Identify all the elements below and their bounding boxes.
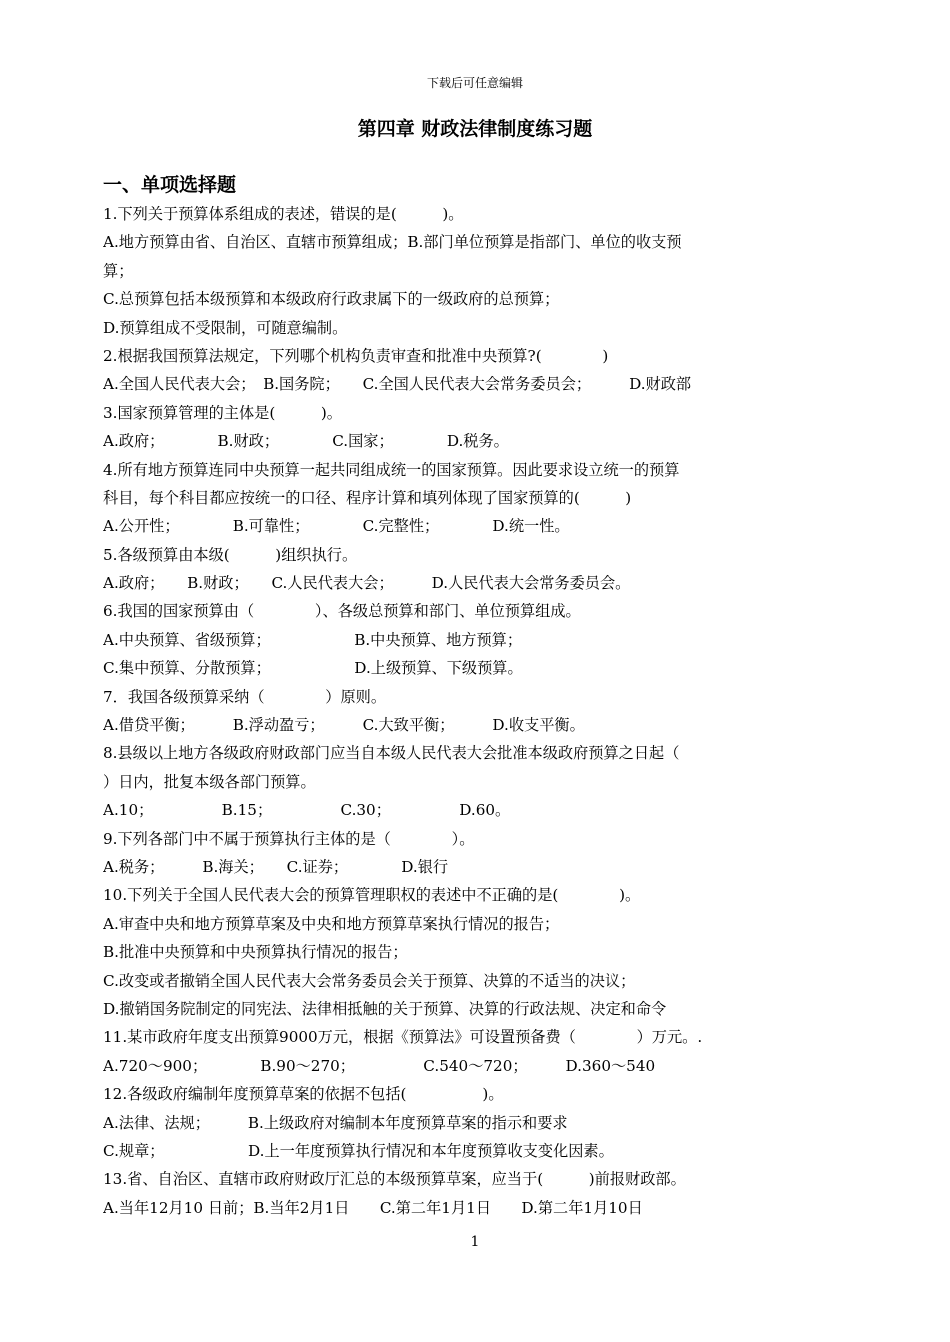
text-line: 8.县级以上地方各级政府财政部门应当自本级人民代表大会批准本级政府预算之日起（ [103,744,680,763]
text-line: 13.省、自治区、直辖市政府财政厅汇总的本级预算草案，应当于( )前报财政部。 [103,1170,686,1189]
text-line: 算； [103,261,134,280]
page-number: 1 [470,1234,480,1250]
text-line: A.10； B.15； C.30； D.60。 [103,801,511,820]
text-line: ）日内，批复本级各部门预算。 [103,772,316,791]
text-line: 4.所有地方预算连同中央预算一起共同组成统一的国家预算。因此要求设立统一的预算 [103,460,680,479]
text-line: C.改变或者撤销全国人民代表大会常务委员会关于预算、决算的不适当的决议； [103,971,636,990]
text-line: D.撤销国务院制定的同宪法、法律相抵触的关于预算、决算的行政法规、决定和命令 [103,999,667,1018]
text-line: 3.国家预算管理的主体是( )。 [103,403,342,422]
text-line: C.总预算包括本级预算和本级政府行政隶属下的一级政府的总预算； [103,290,560,309]
text-line: A.借贷平衡； B.浮动盈亏； C.大致平衡； D.收支平衡。 [103,716,585,735]
text-line: A.政府； B.财政； C.国家； D.税务。 [103,432,509,451]
text-line: 9.下列各部门中不属于预算执行主体的是（ ）。 [103,829,475,848]
text-line: 2.根据我国预算法规定，下列哪个机构负责审查和批准中央预算?( ) [103,346,609,365]
text-line: C.集中预算、分散预算； D.上级预算、下级预算。 [103,659,523,678]
text-line: A.720～900； B.90～270； C.540～720； D.360～540 [103,1056,656,1075]
text-line: B.批准中央预算和中央预算执行情况的报告； [103,943,408,962]
document-title: 第四章 财政法律制度练习题 [357,118,593,140]
text-line: D.预算组成不受限制，可随意编制。 [103,318,348,337]
question-list [103,200,851,1222]
text-line: A.当年12月10 日前；B.当年2月1日 C.第二年1月1日 D.第二年1月10日 [103,1198,643,1217]
text-line: 7．我国各级预算采纳（ ）原则。 [103,687,387,706]
text-line: 科目，每个科目都应按统一的口径、程序计算和填列体现了国家预算的( ) [103,488,632,507]
text-line: A.全国人民代表大会； B.国务院； C.全国人民代表大会常务委员会； D.财政部 [103,375,692,394]
text-line: A.公开性； B.可靠性； C.完整性； D.统一性。 [103,517,570,536]
text-line: A.审查中央和地方预算草案及中央和地方预算草案执行情况的报告； [103,914,560,933]
text-line: C.规章； D.上一年度预算执行情况和本年度预算收支变化因素。 [103,1141,614,1160]
section-heading: 一、单项选择题 [103,174,237,196]
text-line: A.中央预算、省级预算； B.中央预算、地方预算； [103,630,523,649]
text-line: A.法律、法规； B.上级政府对编制本年度预算草案的指示和要求 [103,1113,568,1132]
text-line: 12.各级政府编制年度预算草案的依据不包括( )。 [103,1085,504,1104]
text-line: 6.我国的国家预算由（ ）、各级总预算和部门、单位预算组成。 [103,602,581,621]
text-line: 11.某市政府年度支出预算9000万元，根据《预算法》可设置预备费（ ）万元。. [103,1028,703,1047]
text-line: 10.下列关于全国人民代表大会的预算管理职权的表述中不正确的是( )。 [103,886,641,905]
text-line: A.税务； B.海关； C.证券； D.银行 [103,857,449,876]
header-note: 下载后可任意编辑 [426,76,523,90]
text-line: 5.各级预算由本级( )组织执行。 [103,545,358,564]
text-line: A.政府； B.财政； C.人民代表大会； D.人民代表大会常务委员会。 [103,574,631,593]
text-line: 1.下列关于预算体系组成的表述，错误的是( )。 [103,205,464,223]
text-line: A.地方预算由省、自治区、直辖市预算组成；B.部门单位预算是指部门、单位的收支预 [103,233,682,252]
